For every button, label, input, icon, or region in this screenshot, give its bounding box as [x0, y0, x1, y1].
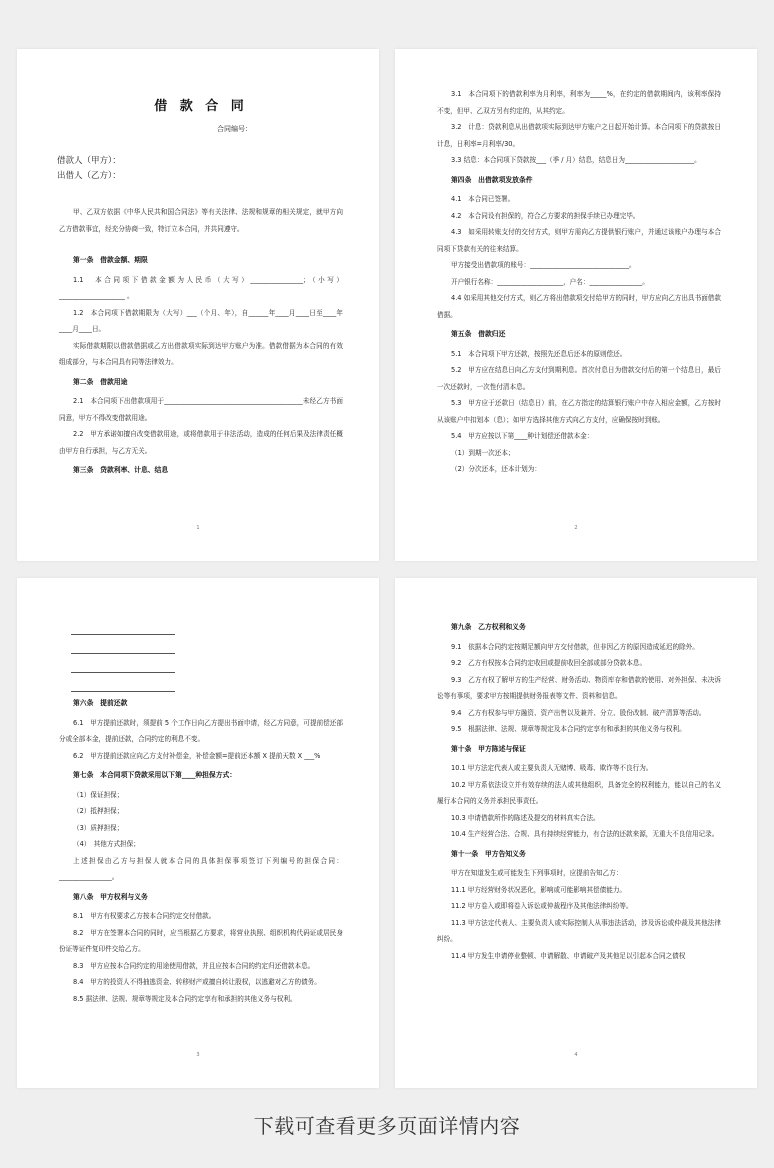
clause-paragraph: 11.1 甲方经营财务状况恶化，影响或可能影响其偿债能力。 [451, 885, 627, 894]
clause-paragraph: 8.1 甲方有权要求乙方按本合同约定交付借款。 [73, 912, 216, 920]
clause-paragraph: 甲方在知道发生或可能发生下列事项时，应提前告知乙方： [451, 869, 623, 877]
page-paragraphs [59, 616, 343, 1007]
section-heading: 第五条 借款归还 [451, 330, 506, 338]
clause-paragraph: 10.4 生产经营合法、合规、具有持续经营能力，有合法的还款来源，无重大不良信用记录。 [451, 830, 719, 838]
document-page-2 [395, 49, 757, 561]
clause-paragraph: 9.1 依据本合同约定按期足额向甲方交付借款，但非因乙方的原因造成延迟的除外。 [451, 642, 699, 651]
document-page-3 [17, 578, 379, 1088]
clause-paragraph: 5.3 甲方应于还款日（结息日）前，在乙方指定的结算银行账户中存入相应金额，乙方按时从该账户中扣划本（息）；如甲方选择其他方式向乙方支付，应确保按时到账。 [437, 399, 721, 424]
clause-paragraph: 5.4 甲方应按以下第____种计划偿还借款本金： [451, 432, 594, 440]
clause-paragraph: 6.1 甲方提前还款时，须提前 5 个工作日向乙方提出书面申请，经乙方同意，可提前偿还部分或全部本金，提前还款，合同约定的利息不变。 [59, 718, 343, 743]
clause-paragraph: 1.2 本合同项下借款期限为（大写）___（个月、年），自______年____月____日至____年____月____日。 [59, 308, 343, 333]
section-heading: 第一条 借款金额、期限 [73, 256, 148, 264]
fill-in-blank-line [71, 635, 175, 654]
clause-paragraph: 上述担保由乙方与担保人就本合同的具体担保事项签订下列编号的担保合同：________________。 [59, 856, 343, 881]
clause-paragraph: 3.3 结息：本合同项下贷款按___（季 / 月）结息，结息日为_____________________。 [451, 156, 701, 164]
contract-number-label: 合同编号： [217, 125, 252, 133]
clause-paragraph: （3）质押担保； [73, 823, 124, 832]
clause-paragraph: 10.3 申请借款所作的陈述及提交的材料真实合法。 [451, 813, 600, 822]
page-paragraphs [437, 86, 721, 478]
section-heading: 第七条 本合同项下贷款采用以下第____种担保方式： [73, 771, 237, 779]
clause-paragraph: （2）分次还本，还本计划为： [451, 465, 541, 473]
lender-label: 出借人（乙方）： [57, 171, 121, 181]
section-heading: 第三条 贷款利率、计息、结息 [73, 466, 169, 474]
clause-paragraph: 8.2 甲方在签署本合同的同时，应当根据乙方要求，将营业执照、组织机构代码证或居民身份证等证件复印件交给乙方。 [59, 928, 343, 953]
clause-paragraph: 2.1 本合同项下出借款项用于__________________________________________未经乙方书面同意，甲方不得改变借款用途。 [59, 397, 343, 422]
page-content [437, 616, 721, 964]
document-page-4 [395, 578, 757, 1088]
clause-paragraph: 1.1 本合同项下借款金额为人民币（大写）________________；（小写）____________________ 。 [59, 275, 343, 300]
clause-paragraph: 9.3 乙方有权了解甲方的生产经营、财务活动、物资库存和借款的使用、对外担保、未决诉讼等有事项，要求甲方按期提供财务报表等文件、资料和信息。 [437, 675, 721, 700]
page-number: 4 [574, 1052, 578, 1058]
clause-paragraph: 4.3 如采用转账支付的交付方式，则甲方需向乙方提供银行账户，并通过该账户办理与本合同项下贷款有关的往来结算。 [437, 228, 721, 253]
clause-paragraph: 4.4 如采用其他交付方式，则乙方将出借款项交付给甲方的同时，甲方应向乙方出具书面借款借据。 [437, 294, 721, 319]
page-number: 1 [196, 525, 200, 531]
download-more-caption: 下载可查看更多页面详情内容 [253, 1114, 521, 1138]
clause-paragraph: 8.5 据法律、法规、规章等规定及本合同约定享有和承担的其他义务与权利。 [73, 994, 297, 1003]
clause-paragraph: （4） 其他方式担保； [73, 840, 140, 848]
fill-in-blank-line [71, 616, 175, 635]
page-paragraphs [59, 204, 343, 479]
clause-paragraph: （2）抵押担保； [73, 807, 124, 815]
section-heading: 第六条 提前还款 [73, 699, 128, 707]
clause-paragraph: 9.2 乙方有权按本合同约定收回或提前收回全部或部分贷款本息。 [451, 659, 647, 667]
clause-paragraph: 5.1 本合同项下甲方还款，按照先还息后还本的原则偿还。 [451, 349, 627, 358]
clause-paragraph: 9.4 乙方有权参与甲方融资、资产出售以及兼并、分立、股份改制、破产清算等活动。 [451, 708, 706, 717]
fill-in-blank-line [71, 673, 175, 692]
paragraph-gap [59, 237, 343, 249]
page-content [437, 86, 721, 478]
section-heading: 第九条 乙方权利和义务 [451, 623, 526, 631]
fill-in-blank-line [71, 654, 175, 673]
clause-paragraph: 3.1 本合同项下的借款利率为月利率，利率为_____%，在约定的借款期间内，该利率保持不变，但甲、乙双方另有约定的，从其约定。 [437, 90, 721, 115]
clause-paragraph: 3.2 计息：贷款利息从出借款项实际到达甲方账户之日起开始计算。本合同项下的贷款按日计息，日利率=月利率/30。 [437, 123, 721, 148]
document-title: 借 款 合 同 [154, 99, 248, 114]
clause-paragraph: 8.3 甲方应按本合同约定的用途使用借款，并且应按本合同的约定归还借款本息。 [73, 961, 315, 970]
clause-paragraph: 8.4 甲方的投资人不得抽逃资金、转移财产或擅自转让股权，以逃避对乙方的债务。 [73, 978, 321, 986]
clause-paragraph: 11.3 甲方法定代表人、主要负责人或实际控制人从事违法活动，涉及诉讼或仲裁及其他法律纠纷。 [437, 918, 721, 943]
clause-paragraph: （1）保证担保； [73, 790, 124, 799]
clause-paragraph: 9.5 根据法律、法规、规章等规定及本合同约定享有和承担的其他义务与权利。 [451, 725, 686, 733]
clause-paragraph: 10.2 甲方系依法设立并有效存续的法人或其他组织，具备完全的权利能力，能以自己的名义履行本合同的义务并承担民事责任。 [437, 780, 721, 805]
clause-paragraph: 11.4 甲方发生申请停业整顿、申请解散、申请破产及其他足以引起本合同之债权 [451, 951, 686, 960]
section-heading: 第四条 出借款项发放条件 [451, 175, 533, 184]
clause-paragraph: 2.2 甲方承诺如擅自改变借款用途，或将借款用于非法活动，造成的任何后果及法律责任概由甲方自行承担，与乙方无关。 [59, 430, 343, 455]
clause-paragraph: 6.2 甲方提前还款应向乙方支付补偿金，补偿金额=提前还本额 X 提前天数 X ___% [73, 751, 321, 760]
clause-paragraph: 4.1 本合同已签署。 [451, 195, 515, 203]
section-heading: 第八条 甲方权利与义务 [73, 892, 148, 901]
page-number: 3 [196, 1052, 200, 1058]
borrower-label: 借款人（甲方）： [57, 156, 121, 166]
section-heading: 第二条 借款用途 [73, 377, 128, 386]
page-number: 2 [574, 525, 578, 531]
clause-paragraph: 4.2 本合同设有担保的，符合乙方要求的担保手续已办理完毕。 [451, 211, 640, 220]
page-paragraphs [437, 619, 721, 964]
section-heading: 第十一条 甲方告知义务 [451, 849, 526, 858]
clause-paragraph: 开户银行名称：____________________，户名：________________。 [451, 277, 649, 286]
clause-paragraph: 11.2 甲方卷入或即将卷入诉讼或仲裁程序及其他法律纠纷等。 [451, 902, 633, 910]
page-content [59, 95, 343, 482]
clause-paragraph: 5.2 甲方应在结息日向乙方支付到期利息。首次付息日为借款交付后的第一个结息日，最后一次还款时，一次性付清本息。 [437, 366, 721, 391]
clause-paragraph: 实际借款期限以借款借据或乙方出借款项实际到达甲方账户为准。借款借据为本合同的有效组成部分，与本合同具有同等法律效力。 [59, 341, 343, 366]
clause-paragraph: 甲、乙双方依据《中华人民共和国合同法》等有关法律、法规和规章的相关规定，就甲方向乙方借款事宜，经充分协商一致，特订立本合同，并共同遵守。 [59, 208, 343, 233]
section-heading: 第十条 甲方陈述与保证 [451, 744, 526, 753]
document-page-1 [17, 49, 379, 561]
page-content [59, 616, 343, 1007]
clause-paragraph: 10.1 甲方法定代表人或主要负责人无赌博、吸毒、欺诈等不良行为。 [451, 764, 653, 772]
clause-paragraph: （1）到期一次还本； [451, 448, 515, 457]
clause-paragraph: 甲方接受出借款项的账号：______________________________。 [451, 261, 636, 269]
